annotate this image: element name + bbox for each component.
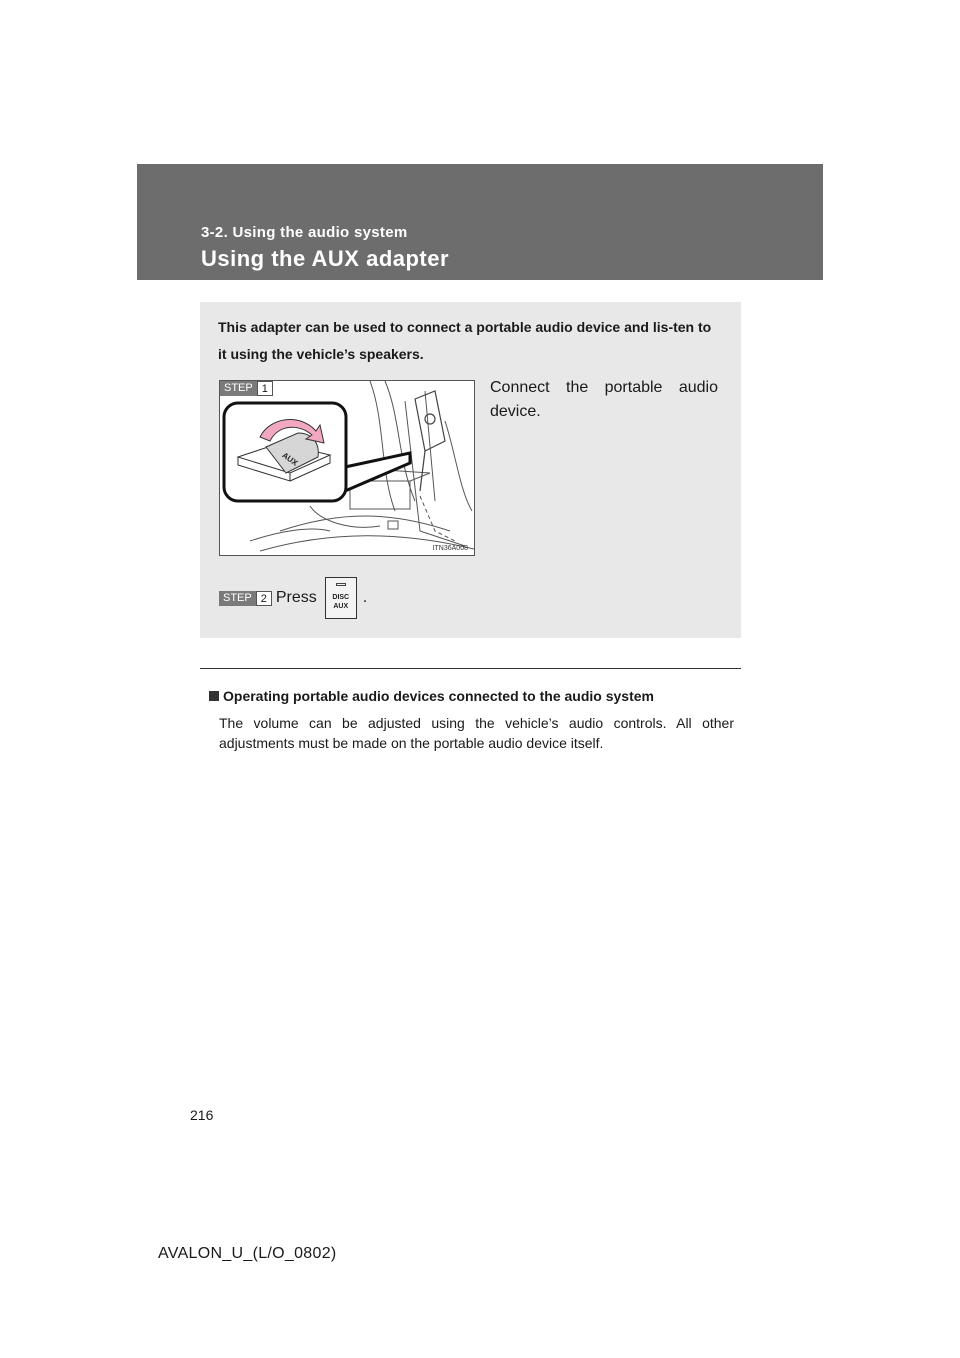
step2-row bbox=[219, 576, 367, 620]
page-title: Using the AUX adapter bbox=[201, 246, 450, 271]
step2-badge-number: 2 bbox=[256, 591, 272, 606]
note-heading bbox=[209, 688, 654, 704]
step2-trailing: . bbox=[362, 589, 368, 606]
note-heading-text: Operating portable audio devices connected to the audio system bbox=[223, 688, 654, 704]
section-label: 3-2. Using the audio system bbox=[201, 224, 408, 241]
aux-label: AUX bbox=[280, 450, 300, 468]
button-label-aux: AUX bbox=[333, 603, 349, 610]
button-label-disc: DISC bbox=[332, 594, 350, 601]
header-band bbox=[137, 164, 823, 280]
step1-text: Connect the portable audio device. bbox=[490, 379, 718, 420]
square-bullet-icon bbox=[209, 691, 219, 701]
press-word: Press bbox=[275, 589, 317, 606]
indicator-light-icon bbox=[336, 583, 346, 586]
intro-box bbox=[200, 302, 741, 638]
illustration-code: ITN36A008 bbox=[432, 545, 468, 552]
disc-aux-button-icon bbox=[325, 577, 357, 619]
step1-badge-word: STEP bbox=[220, 381, 257, 396]
page-number: 216 bbox=[190, 1107, 214, 1123]
aux-adapter-illustration bbox=[219, 380, 475, 556]
note-body: The volume can be adjusted using the vehicle’s audio controls. All other adjustments must be made on the portable audio device itself. bbox=[219, 715, 734, 751]
section-divider bbox=[200, 668, 741, 669]
console-drawing bbox=[220, 381, 474, 555]
step1-badge-number: 1 bbox=[257, 381, 273, 396]
document-code: AVALON_U_(L/O_0802) bbox=[158, 1245, 337, 1262]
step2-badge bbox=[219, 591, 272, 606]
intro-text: This adapter can be used to connect a portable audio device and lis-ten to it using the vehicle’s speakers. bbox=[218, 319, 712, 362]
step1-badge bbox=[220, 381, 273, 396]
step2-badge-word: STEP bbox=[219, 591, 256, 606]
